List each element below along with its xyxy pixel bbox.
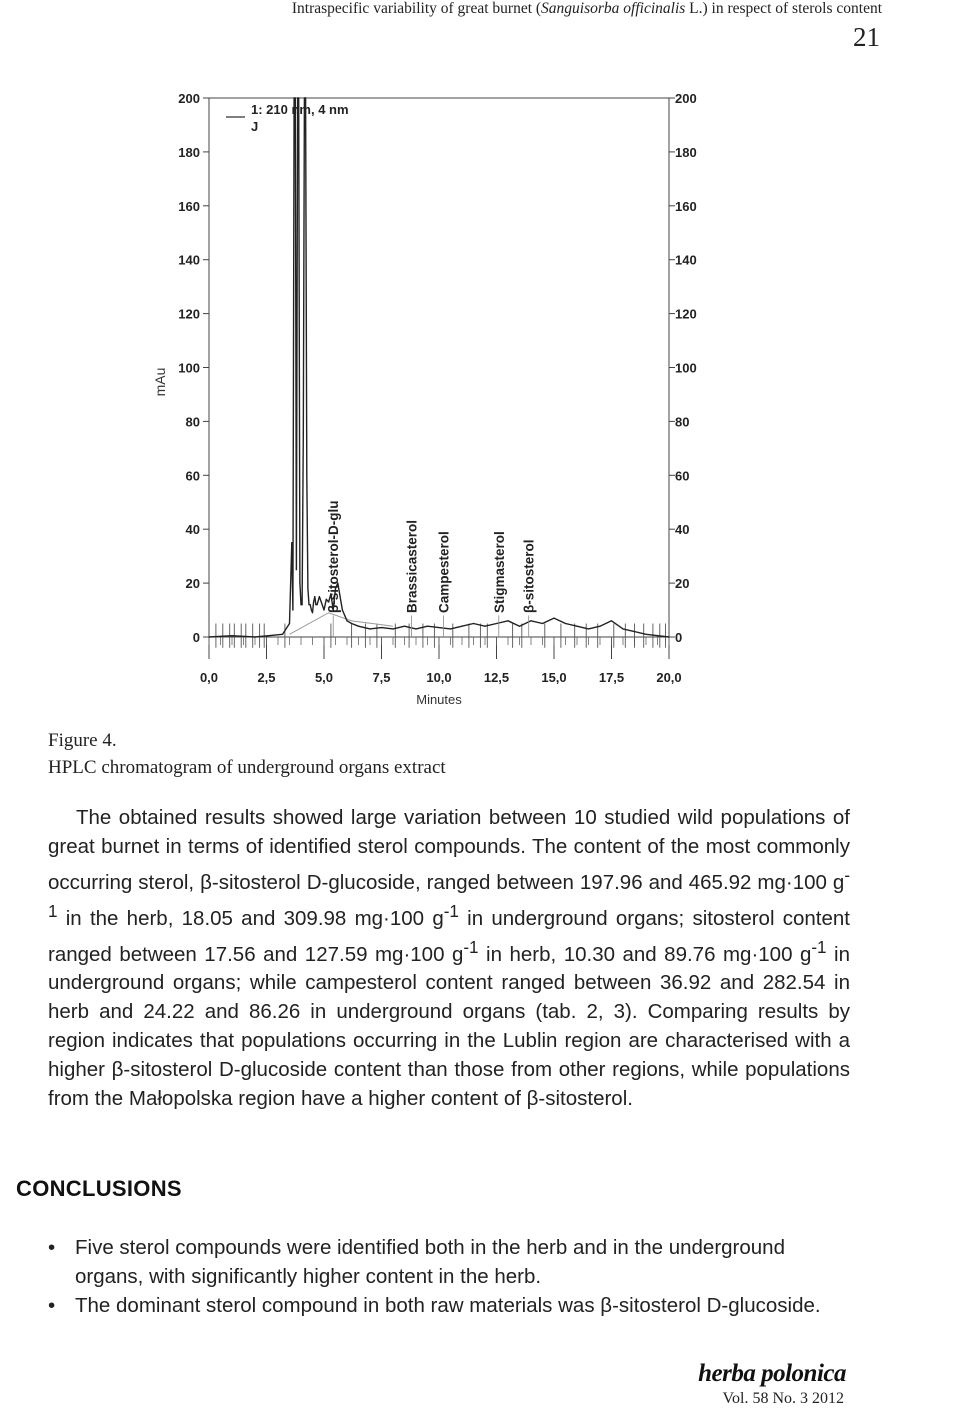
y-tick-label-right: 0 <box>675 630 683 645</box>
y-tick-label-right: 20 <box>675 576 690 592</box>
series-point <box>342 609 343 610</box>
series-point <box>438 627 439 628</box>
superscript: -1 <box>463 937 479 957</box>
series-point <box>313 601 314 602</box>
series-point <box>303 434 304 435</box>
chart-legend <box>226 102 349 134</box>
series-point <box>306 475 307 476</box>
x-tick-label: 5,0 <box>314 670 334 685</box>
annotation-label: β-sitosterol-D-glu <box>326 500 342 613</box>
journal-logo: herba polonica <box>698 1360 846 1387</box>
annotation-label: Campesterol <box>436 531 452 613</box>
y-tick-label-right: 140 <box>675 252 697 268</box>
conclusions-heading: CONCLUSIONS <box>16 1176 182 1201</box>
y-tick-label: 200 <box>178 91 200 106</box>
y-tick-label-right: 40 <box>675 522 690 538</box>
series-point <box>473 623 474 624</box>
chromatogram-chart <box>148 82 718 710</box>
series-point <box>461 626 462 627</box>
series-point <box>317 604 318 605</box>
series-point <box>299 583 300 584</box>
y-tick-label-right: 180 <box>675 144 697 160</box>
series-point <box>622 628 623 629</box>
y-tick-label-right: 80 <box>675 414 690 430</box>
series-point <box>427 626 428 627</box>
figure-caption <box>48 727 446 781</box>
paragraph-text: in underground organs; sitosterol content ranged between 17.56 and 127.59 mg·100 g <box>48 906 850 966</box>
series-point <box>291 542 292 543</box>
x-tick-label: 15,0 <box>541 670 567 685</box>
series-point <box>308 604 309 605</box>
series-point <box>351 623 352 624</box>
series-point <box>304 97 305 98</box>
superscript: -1 <box>48 866 850 921</box>
y-tick-label: 120 <box>178 306 200 322</box>
series-point <box>231 635 232 636</box>
right-y-axis <box>669 91 697 645</box>
conclusion-item <box>48 1291 850 1320</box>
series-point <box>297 97 298 98</box>
y-tick-label: 80 <box>185 414 200 430</box>
series-point <box>254 636 255 637</box>
series-point <box>311 609 312 610</box>
conclusion-text: The dominant sterol compound in both raw materials was β-sitosterol D-glucoside. <box>75 1294 821 1317</box>
bullet: • <box>48 1236 56 1259</box>
series-point <box>298 97 299 98</box>
series-point <box>294 97 295 98</box>
series-point <box>519 626 520 627</box>
y-tick-label: 20 <box>185 576 200 592</box>
series-point <box>634 631 635 632</box>
superscript: -1 <box>811 937 827 957</box>
series-point <box>645 634 646 635</box>
y-tick-label: 180 <box>178 144 200 160</box>
paragraph-text: in underground organs; while campesterol content ranged between 36.92 and 282.54 in herb and 24.22 and 86.26 in underground organs (tab. 2, 3). Comparing results by region indicates that populations occurring in the Lublin region are characterised with a higher β-sitosterol D-glucoside content than those from other regions, while populations from the Małopolska region have a higher content of β-sitosterol. <box>48 942 851 1111</box>
integration-event-ticks <box>216 613 666 648</box>
annotation-label: Brassicasterol <box>404 519 420 613</box>
annotation-label: β-sitosterol <box>521 539 537 613</box>
series-point <box>381 627 382 628</box>
series-point <box>296 569 297 570</box>
series-point <box>305 97 306 98</box>
y-tick-label-right: 120 <box>675 306 697 322</box>
x-tick-label: 17,5 <box>598 670 625 685</box>
annotation-label: Stigmasterol <box>491 531 507 613</box>
series-point <box>496 623 497 624</box>
x-tick-label: 0,0 <box>199 670 219 685</box>
series-point <box>530 620 531 621</box>
series-point <box>314 596 315 597</box>
results-paragraph <box>48 803 850 1113</box>
y-tick-label: 160 <box>178 198 200 214</box>
series-point <box>300 604 301 605</box>
x-tick-label: 7,5 <box>372 670 391 685</box>
baseline-curve <box>290 613 394 635</box>
series-point <box>576 626 577 627</box>
running-head <box>292 0 882 18</box>
series-point <box>289 623 290 624</box>
y-tick-label: 40 <box>185 522 200 538</box>
running-head-species: Sanguisorba officinalis <box>541 0 686 17</box>
series-point <box>358 626 359 627</box>
series-point <box>282 634 283 635</box>
x-axis <box>200 637 682 685</box>
series-point <box>611 620 612 621</box>
volume-info: Vol. 58 No. 3 2012 <box>722 1390 844 1407</box>
peak-annotations <box>326 501 537 637</box>
series-point <box>312 612 313 613</box>
y-tick-label: 60 <box>185 468 200 484</box>
series-point <box>208 636 209 637</box>
series-point <box>292 609 293 610</box>
series-point <box>369 628 370 629</box>
series-point <box>307 588 308 589</box>
series-point <box>404 626 405 627</box>
y-tick-label: 100 <box>178 360 200 376</box>
series-point <box>319 596 320 597</box>
legend-entry-series: 1: 210 nm, 4 nm <box>251 102 349 117</box>
paragraph-text: The obtained results showed large variation between 10 studied wild populations of great burnet in terms of identified sterol compounds. The content of the most commonly occurring sterol, β-sitosterol D-glucoside, ranged between 197.96 and 465.92 mg·100 g <box>48 806 850 894</box>
running-head-text-end: L.) in respect of sterols content <box>685 0 882 17</box>
series-point <box>346 620 347 621</box>
series-point <box>599 626 600 627</box>
series-point <box>415 628 416 629</box>
series-point <box>392 628 393 629</box>
bullet: • <box>48 1294 56 1317</box>
x-tick-label: 2,5 <box>257 670 276 685</box>
series-point <box>542 623 543 624</box>
y-tick-label-right: 60 <box>675 468 690 484</box>
y-tick-label: 140 <box>178 252 200 268</box>
paragraph-text: in the herb, 18.05 and 309.98 mg·100 g <box>57 906 444 930</box>
series-point <box>553 618 554 619</box>
superscript: -1 <box>443 901 459 921</box>
legend-entry-j: J <box>251 119 259 134</box>
y-tick-label: 0 <box>192 630 200 645</box>
series-point <box>315 604 316 605</box>
figure-caption-text: HPLC chromatogram of underground organs extract <box>48 757 446 778</box>
series-point <box>484 626 485 627</box>
body-text <box>48 803 850 1113</box>
running-head-text: Intraspecific variability of great burnet ( <box>291 0 542 17</box>
x-tick-label: 10,0 <box>426 670 452 685</box>
y-tick-label-right: 160 <box>675 198 697 214</box>
conclusion-text: Five sterol compounds were identified both in the herb and in the underground organs, with significantly higher content in the herb. <box>75 1236 785 1288</box>
conclusions-list <box>48 1233 850 1320</box>
x-axis-label: Minutes <box>416 692 462 707</box>
y-axis-label: mAu <box>152 367 168 397</box>
series-point <box>507 620 508 621</box>
x-tick-label: 12,5 <box>483 670 510 685</box>
paragraph-text: in herb, 10.30 and 89.76 mg·100 g <box>478 942 812 966</box>
series-point <box>668 636 669 637</box>
series-point <box>323 609 324 610</box>
page-number: 21 <box>853 22 880 52</box>
series-point <box>588 628 589 629</box>
left-y-axis <box>178 91 209 645</box>
series-point <box>450 628 451 629</box>
conclusion-item <box>48 1233 850 1291</box>
series-point <box>302 604 303 605</box>
series-point <box>310 604 311 605</box>
figure-label: Figure 4. <box>48 730 117 751</box>
x-tick-label: 20,0 <box>656 670 682 685</box>
series-point <box>565 623 566 624</box>
series-point <box>295 97 296 98</box>
y-tick-label-right: 200 <box>675 91 697 106</box>
y-tick-label-right: 100 <box>675 360 697 376</box>
chromatogram-figure <box>148 82 718 710</box>
